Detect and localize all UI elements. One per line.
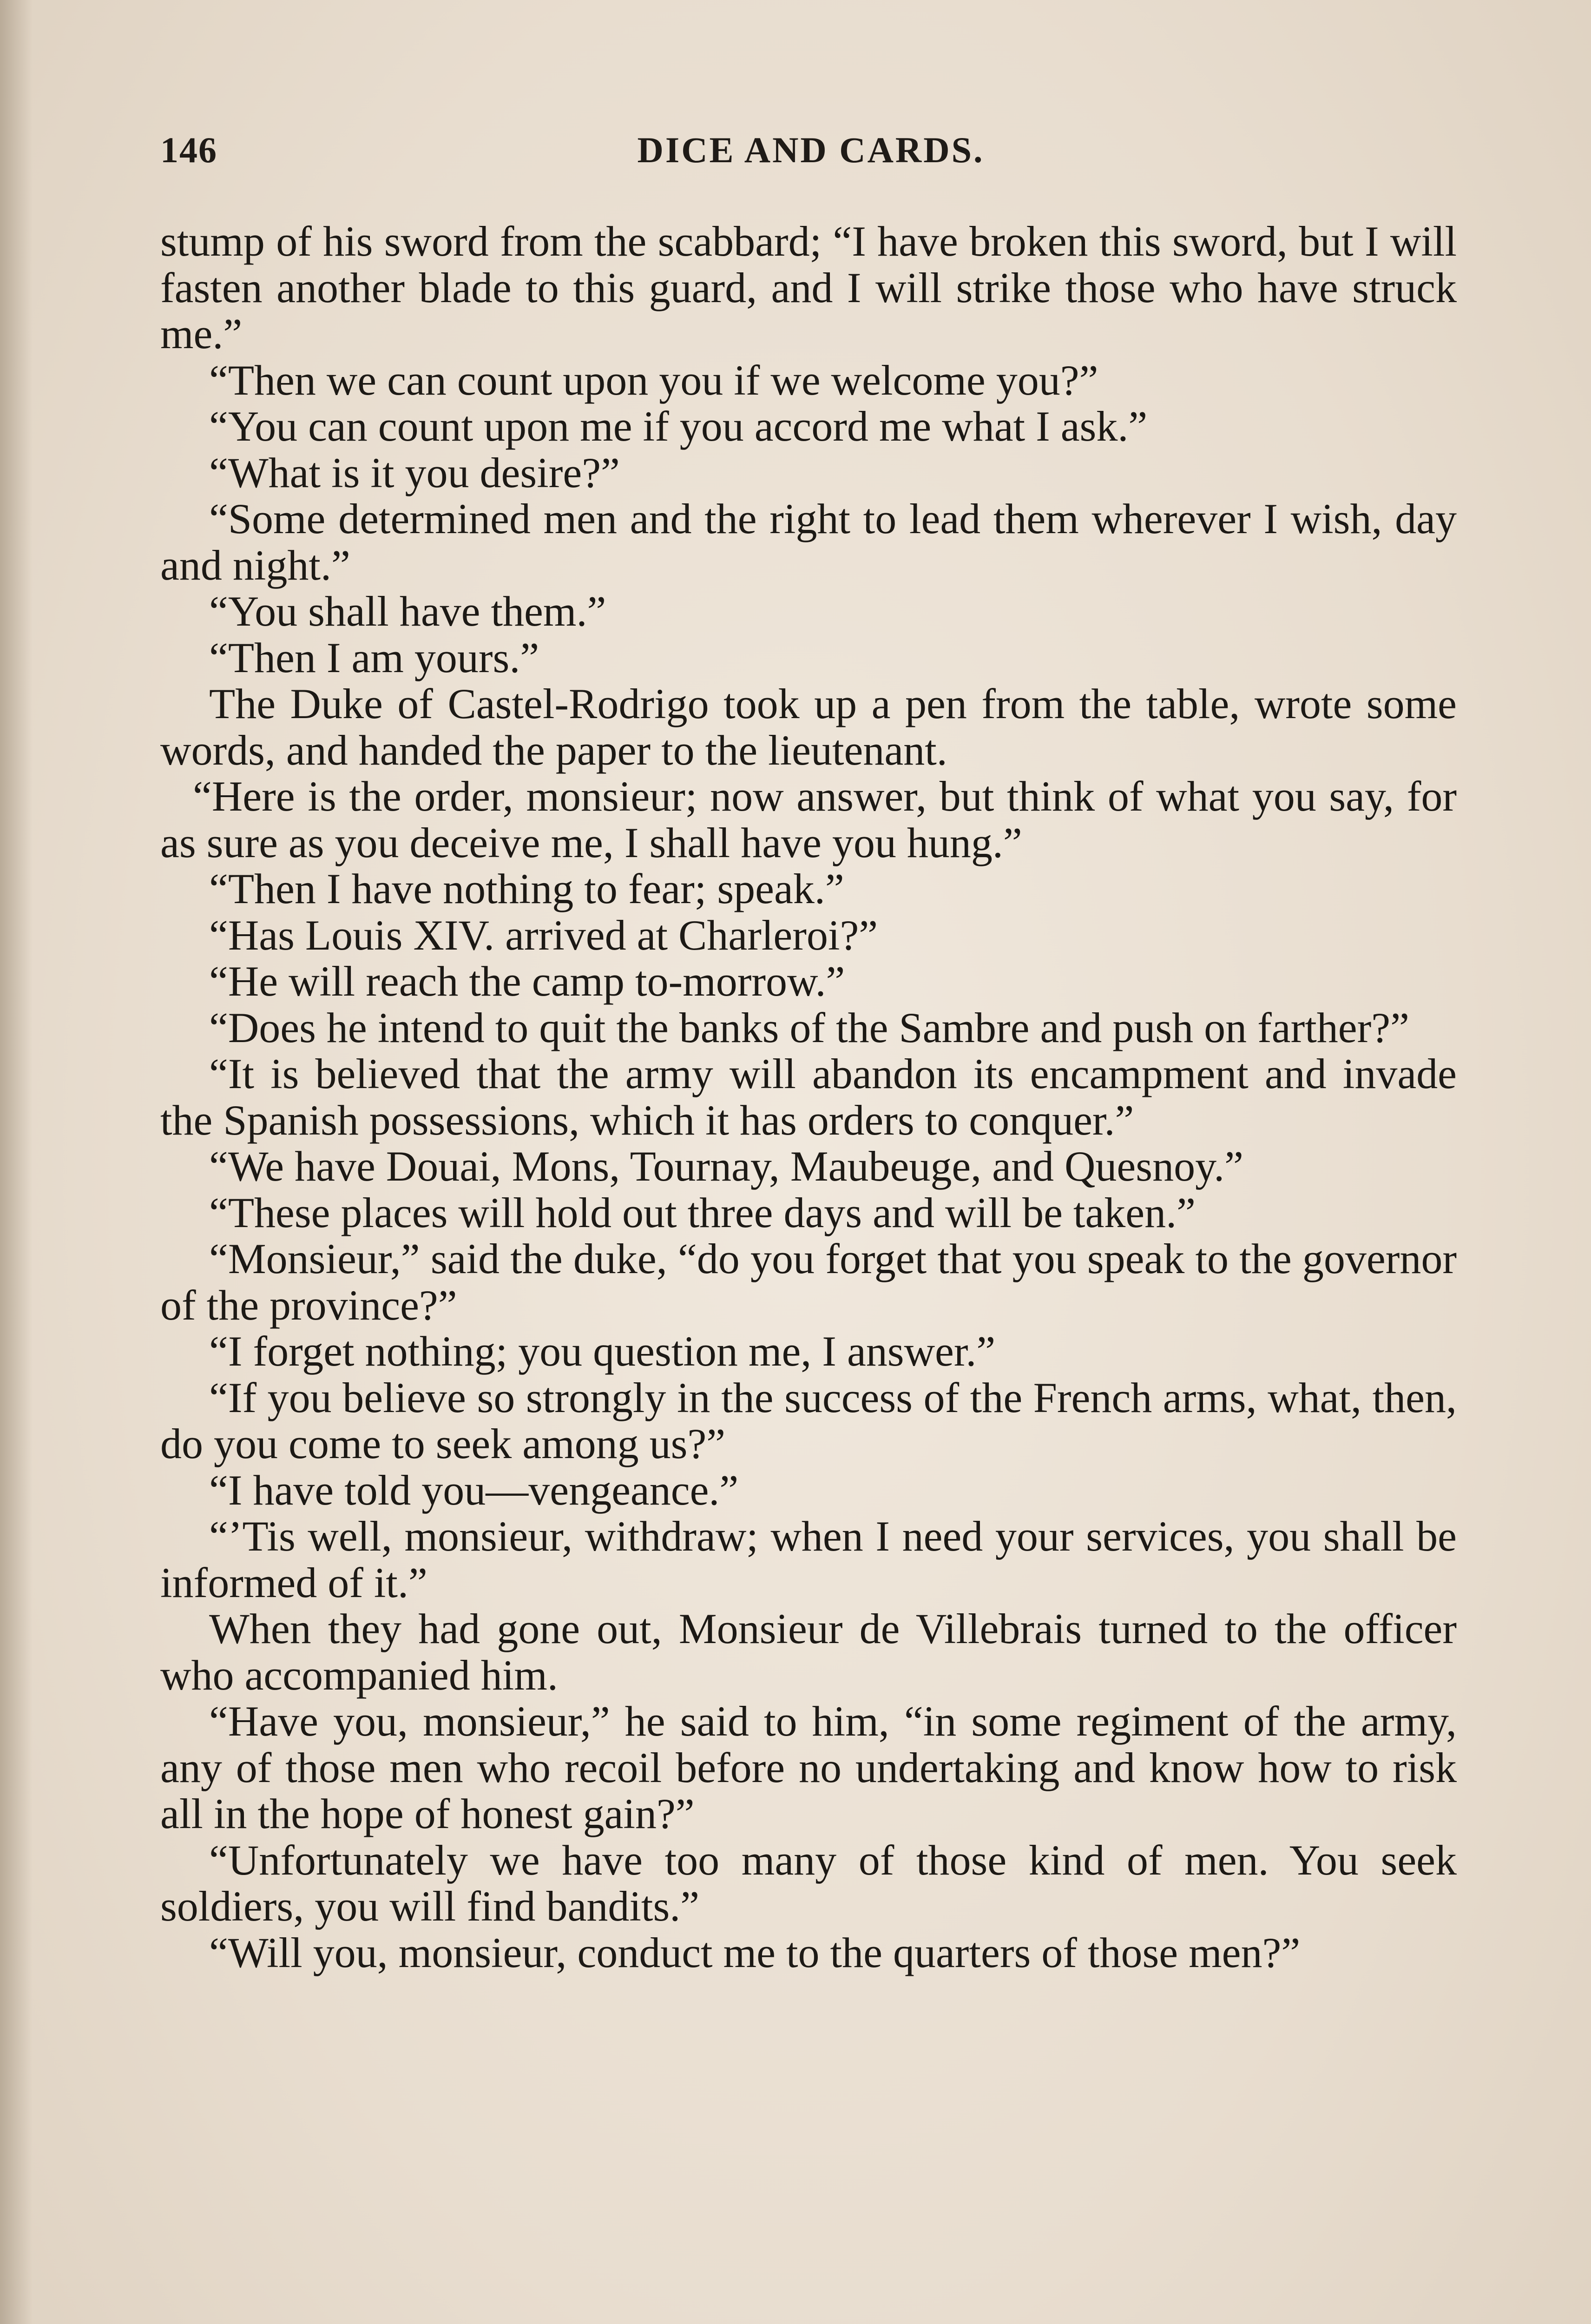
paragraph: “Has Louis XIV. arrived at Charleroi?” — [209, 911, 878, 959]
paragraph: stump of his sword from the scabbard; “I have broken this sword, but I will fasten another blade to this guard, and I will strike those who have struck me.” — [160, 218, 1457, 357]
paragraph: “Here is the order, monsieur; now answer, but think of what you say, for as sure as you deceive me, I shall have you hung.” — [160, 772, 1457, 866]
paragraph: “He will reach the camp to-morrow.” — [209, 957, 845, 1005]
paragraph: “Does he intend to quit the banks of the Sambre and push on farther?” — [209, 1004, 1409, 1051]
paragraph: “Unfortunately we have too many of those kind of men. You seek soldiers, you will find bandits.” — [160, 1836, 1457, 1930]
paragraph: “’Tis well, monsieur, withdraw; when I need your services, you shall be informed of it.” — [160, 1512, 1457, 1606]
paragraph: “I have told you—vengeance.” — [209, 1466, 739, 1514]
paragraph: “Will you, monsieur, conduct me to the quarters of those men?” — [209, 1928, 1301, 1976]
paragraph: When they had gone out, Monsieur de Villebrais turned to the officer who accompanied him. — [160, 1605, 1457, 1699]
paragraph: “We have Douai, Mons, Tournay, Maubeuge, and Quesnoy.” — [209, 1142, 1243, 1190]
paragraph: “If you believe so strongly in the success of the French arms, what, then, do you come to seek among us?” — [160, 1373, 1457, 1467]
paragraph: “What is it you desire?” — [209, 449, 620, 496]
page-number: 146 — [160, 130, 217, 170]
running-head: DICE AND CARDS. — [637, 130, 985, 170]
paragraph: “Then I have nothing to fear; speak.” — [209, 865, 844, 912]
paragraph: “These places will hold out three days and will be taken.” — [209, 1188, 1196, 1236]
paragraph: “Monsieur,” said the duke, “do you forget that you speak to the governor of the province?” — [160, 1235, 1457, 1329]
page-gutter-shadow — [0, 0, 33, 2324]
paragraph: “Then I am yours.” — [209, 634, 539, 681]
paragraph: “I forget nothing; you question me, I answer.” — [209, 1327, 996, 1375]
paragraph: “It is believed that the army will abandon its encampment and invade the Spanish possessions, which it has orders to conquer.” — [160, 1050, 1457, 1144]
body-text — [160, 218, 1457, 1976]
paragraph: “Then we can count upon you if we welcome you?” — [209, 356, 1098, 404]
paragraph: “You shall have them.” — [209, 588, 606, 635]
paragraph: “Have you, monsieur,” he said to him, “in some regiment of the army, any of those men who recoil before no undertaking and know how to risk all in the hope of honest gain?” — [160, 1697, 1457, 1837]
paragraph: “Some determined men and the right to lead them wherever I wish, day and night.” — [160, 495, 1457, 589]
paragraph: “You can count upon me if you accord me what I ask.” — [209, 403, 1148, 450]
page-header — [160, 129, 1461, 185]
paragraph: The Duke of Castel-Rodrigo took up a pen from the table, wrote some words, and handed the paper to the lieutenant. — [160, 680, 1457, 774]
